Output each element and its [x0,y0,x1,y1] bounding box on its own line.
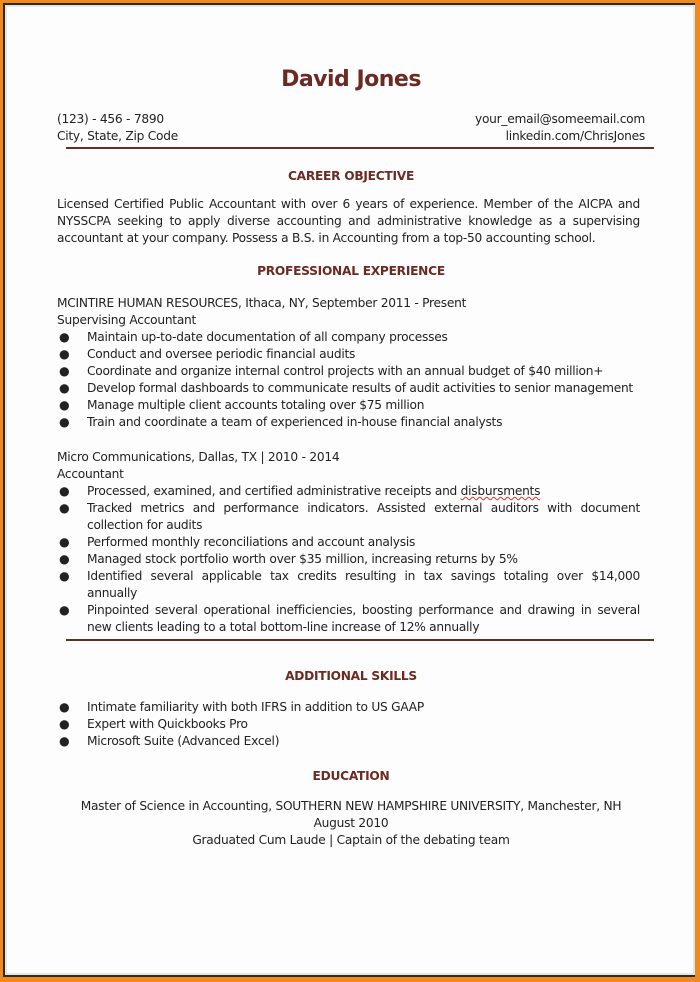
bullet-icon: ● [59,535,70,549]
education-heading: EDUCATION [312,769,390,783]
list-item: ● Tracked metrics and performance indicators. Assisted external auditors with document collection for audits [59,501,640,532]
list-item: ● Develop formal dashboards to communicate results of audit activities to senior management [59,381,633,395]
list-item: ● Coordinate and organize internal control projects with an annual budget of $40 million+ [59,364,604,378]
section-divider [66,639,654,641]
candidate-name: David Jones [281,67,421,92]
honors: Graduated Cum Laude | Captain of the debating team [192,833,510,847]
list-item: ● Expert with Quickbooks Pro [59,717,248,731]
contact-info [57,111,645,145]
skills-list [57,699,640,750]
bullet-icon: ● [59,364,70,378]
phone: (123) - 456 - 7890 [57,112,164,126]
bullet-icon: ● [59,603,70,617]
bullet-icon: ● [59,398,70,412]
bullet-icon: ● [59,347,70,361]
list-item: ● Managed stock portfolio worth over $35 million, increasing returns by 5% [59,552,518,566]
list-item: ● Processed, examined, and certified administrative receipts and disbursments [59,484,541,498]
job-company: MCINTIRE HUMAN RESOURCES, Ithaca, NY, September 2011 - Present [57,296,467,310]
list-item: ● Train and coordinate a team of experienced in-house financial analysts [59,415,503,429]
list-item: ● Identified several applicable tax credits resulting in tax savings totaling over $14,000 annually [59,569,640,600]
list-item: ● Pinpointed several operational inefficiencies, boosting performance and drawing in several new clients leading to a total bottom-line increase of 12% annually [59,603,640,634]
bullet-icon: ● [59,330,70,344]
education-block [57,798,645,849]
skills-heading: ADDITIONAL SKILLS [285,669,417,683]
linkedin: linkedin.com/ChrisJones [505,129,645,143]
degree: Master of Science in Accounting, SOUTHERN NEW HAMPSHIRE UNIVERSITY, Manchester, NH [80,799,622,813]
list-item: ● Conduct and oversee periodic financial audits [59,347,356,361]
list-item: ● Performed monthly reconciliations and account analysis [59,535,416,549]
location: City, State, Zip Code [57,129,178,143]
job-company: Micro Communications, Dallas, TX | 2010 - 2014 [57,450,340,464]
objective-text: Licensed Certified Public Accountant with over 6 years of experience. Member of the AICPA and NYSSCPA seeking to apply diverse accounting and administrative knowledge as a supervising accountant at your company. Possess a B.S. in Accounting from a top-50 accounting school. [57,197,640,245]
graduation-date: August 2010 [313,816,389,830]
bullet-icon: ● [59,501,70,515]
header-divider [66,147,654,149]
bullet-icon: ● [59,484,70,498]
bullet-icon: ● [59,381,70,395]
list-item: ● Intimate familiarity with both IFRS in addition to US GAAP [59,700,424,714]
misspelled-word[interactable]: disbursments [460,484,541,498]
list-item: ● Manage multiple client accounts totaling over $75 million [59,398,425,412]
bullet-icon: ● [59,717,70,731]
email: your_email@someemail.com [475,112,645,126]
resume-page [5,5,695,975]
objective-heading: CAREER OBJECTIVE [287,169,415,183]
job-2 [57,449,640,636]
job-1 [57,295,640,431]
job-title: Supervising Accountant [57,313,197,327]
job-title: Accountant [57,467,124,481]
bullet-icon: ● [59,415,70,429]
bullet-icon: ● [59,552,70,566]
experience-heading: PROFESSIONAL EXPERIENCE [257,264,445,278]
bullet-icon: ● [59,700,70,714]
bullet-icon: ● [59,734,70,748]
list-item: ● Maintain up-to-date documentation of all company processes [59,330,448,344]
list-item: ● Microsoft Suite (Advanced Excel) [59,734,280,748]
bullet-icon: ● [59,569,70,583]
